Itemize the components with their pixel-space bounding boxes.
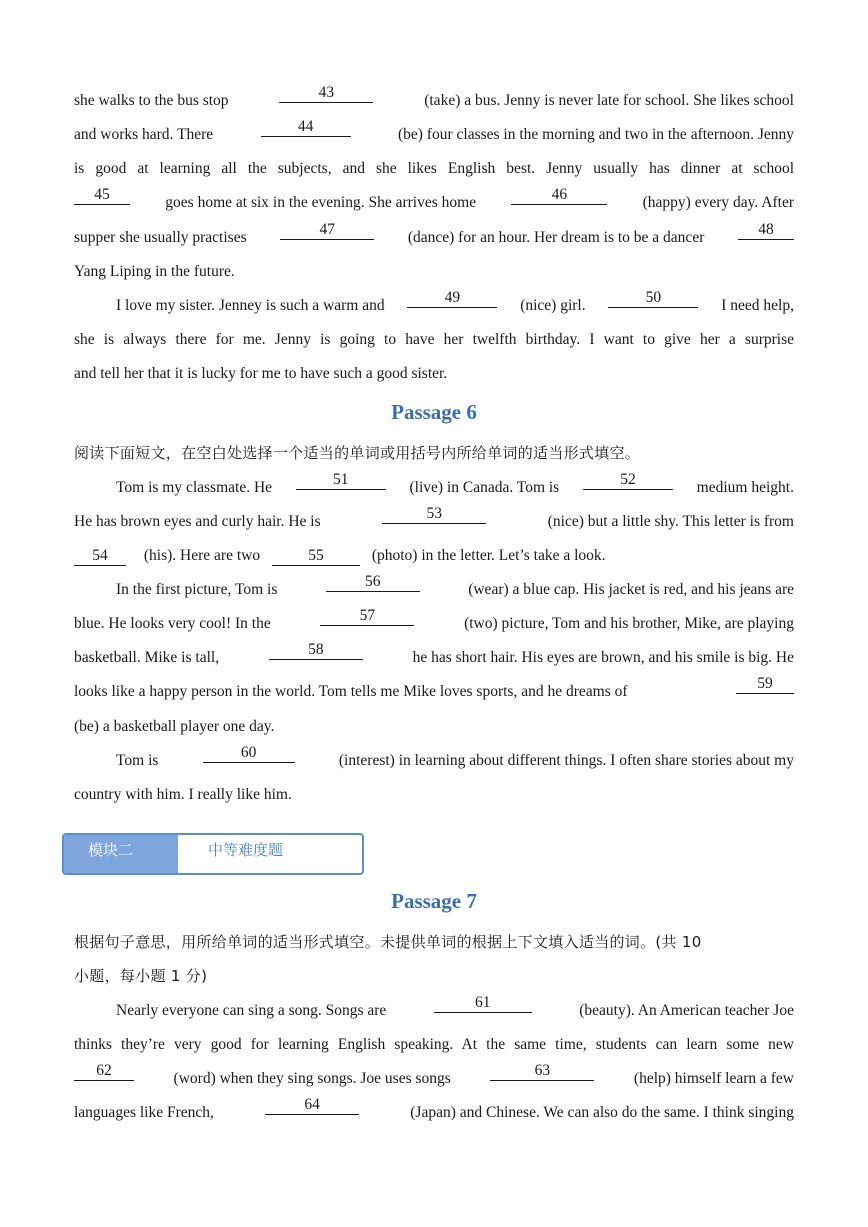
blank-59[interactable]: 59	[736, 675, 794, 694]
text-line: (be) a basketball player one day.	[74, 718, 275, 735]
text-line: she walks to the bus stop 43 (take) a bus. Jenny is never late for school. She likes school	[74, 84, 794, 109]
text-line: thinks they’re very good for learning English speaking. At the same time, students can learn some new	[74, 1036, 794, 1053]
blank-54[interactable]: 54	[74, 547, 126, 566]
blank-51[interactable]: 51	[296, 471, 386, 490]
text-line: 62 (word) when they sing songs. Joe uses songs 63 (help) himself learn a few	[74, 1062, 794, 1096]
blank-58[interactable]: 58	[269, 641, 363, 660]
blank-53[interactable]: 53	[382, 505, 486, 524]
module-label: 模块二	[64, 835, 178, 873]
blank-46[interactable]: 46	[511, 186, 607, 205]
text-line: blue. He looks very cool! In the 57 (two) picture, Tom and his brother, Mike, are playing	[74, 607, 794, 632]
text-line: Nearly everyone can sing a song. Songs are 61 (beauty). An American teacher Joe	[116, 994, 794, 1019]
blank-60[interactable]: 60	[203, 744, 295, 763]
text-line: 45 goes home at six in the evening. She arrives home 46 (happy) every day. After	[74, 186, 794, 220]
blank-57[interactable]: 57	[320, 607, 414, 626]
blank-45[interactable]: 45	[74, 186, 130, 205]
blank-50[interactable]: 50	[608, 289, 698, 308]
text-line: Yang Liping in the future.	[74, 263, 235, 280]
text-line: and works hard. There 44 (be) four classes in the morning and two in the afternoon. Jenny	[74, 118, 794, 143]
blank-48[interactable]: 48	[738, 221, 794, 240]
text-line: looks like a happy person in the world. Tom tells me Mike loves sports, and he dreams of 59	[74, 675, 794, 709]
text-line: 54 (his). Here are two 55 (photo) in the letter. Let’s take a look.	[74, 539, 794, 573]
module-banner	[62, 833, 364, 875]
text-line: she is always there for me. Jenny is going to have her twelfth birthday. I want to give her a surprise	[74, 331, 794, 348]
blank-63[interactable]: 63	[490, 1062, 594, 1081]
blank-47[interactable]: 47	[280, 221, 374, 240]
blank-62[interactable]: 62	[74, 1062, 134, 1081]
text-line: Tom is 60 (interest) in learning about different things. I often share stories about my	[116, 744, 794, 769]
text-line: basketball. Mike is tall, 58 he has short hair. His eyes are brown, and his smile is big. He	[74, 641, 794, 666]
blank-44[interactable]: 44	[261, 118, 351, 137]
blank-56[interactable]: 56	[326, 573, 420, 592]
text-line: Tom is my classmate. He 51 (live) in Canada. Tom is 52 medium height.	[116, 471, 794, 496]
blank-49[interactable]: 49	[407, 289, 497, 308]
passage-6-instruction: 阅读下面短文，在空白处选择一个适当的单词或用括号内所给单词的适当形式填空。	[74, 444, 641, 462]
text-line: is good at learning all the subjects, and she likes English best. Jenny usually has dinner at school	[74, 160, 794, 177]
passage-6-title: Passage 6	[391, 400, 477, 424]
passage-7-instruction-2: 小题，每小题 1 分)	[74, 967, 208, 985]
passage-7-title: Passage 7	[391, 889, 477, 913]
blank-43[interactable]: 43	[279, 84, 373, 103]
blank-55[interactable]: 55	[272, 547, 360, 566]
blank-61[interactable]: 61	[434, 994, 532, 1013]
passage-7-instruction-1: 根据句子意思，用所给单词的适当形式填空。未提供单词的根据上下文填入适当的词。(共 10	[74, 933, 702, 951]
text-line: In the first picture, Tom is 56 (wear) a blue cap. His jacket is red, and his jeans are	[116, 573, 794, 598]
module-title: 中等难度题	[208, 841, 284, 859]
blank-64[interactable]: 64	[265, 1096, 359, 1115]
text-line: I love my sister. Jenney is such a warm and 49 (nice) girl. 50 I need help,	[116, 289, 794, 314]
text-line: He has brown eyes and curly hair. He is 53 (nice) but a little shy. This letter is from	[74, 505, 794, 530]
text-line: languages like French, 64 (Japan) and Chinese. We can also do the same. I think singing	[74, 1096, 794, 1121]
text-line: supper she usually practises 47 (dance) for an hour. Her dream is to be a dancer 48	[74, 221, 794, 255]
text-line: and tell her that it is lucky for me to have such a good sister.	[74, 365, 448, 382]
text-line: country with him. I really like him.	[74, 786, 292, 803]
blank-52[interactable]: 52	[583, 471, 673, 490]
